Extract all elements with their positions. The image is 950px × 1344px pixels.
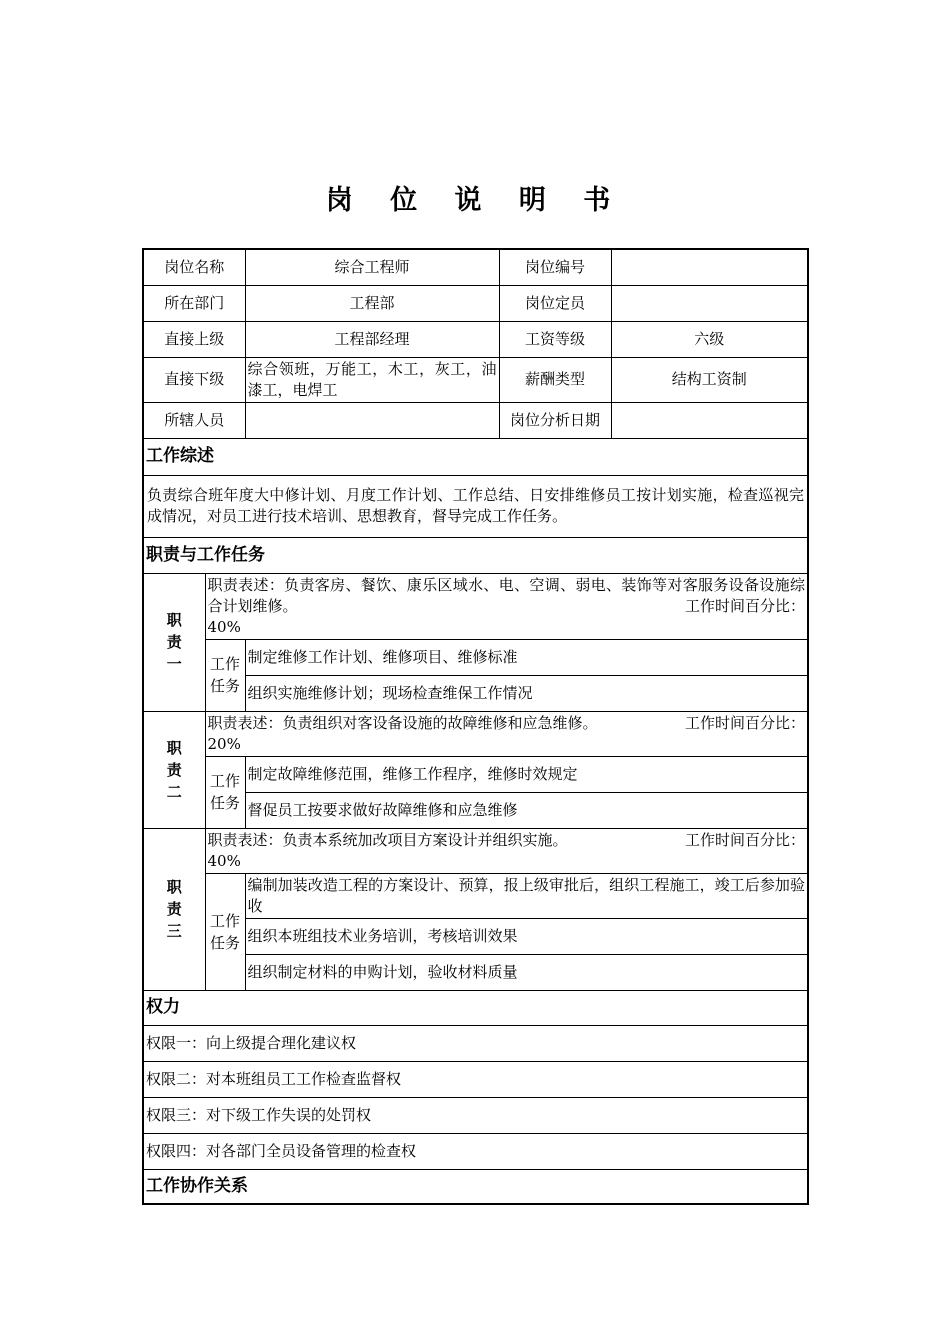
duty-3-task-label: 工作任务 bbox=[205, 873, 245, 990]
authority-row bbox=[143, 1097, 808, 1133]
duty-3-desc-row bbox=[143, 828, 808, 873]
duty-3-task-3: 组织制定材料的申购计划，验收材料质量 bbox=[245, 954, 808, 990]
label-position-name: 岗位名称 bbox=[143, 249, 245, 285]
duty-1-desc-row bbox=[143, 573, 808, 639]
duty-1-pct: 40% bbox=[207, 617, 241, 636]
label-analysis-date: 岗位分析日期 bbox=[499, 402, 611, 438]
authority-item-1: 权限一：向上级提合理化建议权 bbox=[143, 1025, 808, 1061]
section-authority bbox=[143, 990, 808, 1025]
duty-1-desc: 职责表述：负责客房、餐饮、康乐区域水、电、空调、弱电、装饰等对客服务设备设施综合计划维修。 工作时间百分比： 40% bbox=[205, 573, 808, 639]
label-supervisor: 直接上级 bbox=[143, 321, 245, 357]
label-headcount: 岗位定员 bbox=[499, 285, 611, 321]
row-supervisor bbox=[143, 321, 808, 357]
duty-1-label: 职 责 一 bbox=[143, 573, 205, 711]
value-analysis-date bbox=[611, 402, 808, 438]
authority-row bbox=[143, 1025, 808, 1061]
section-duties bbox=[143, 537, 808, 573]
document-title: 岗 位 说 明 书 bbox=[325, 185, 625, 216]
duty-2-pct-label: 工作时间百分比： bbox=[685, 713, 806, 732]
job-description-form bbox=[142, 248, 809, 1205]
duty-3-label: 职 责 三 bbox=[143, 828, 205, 990]
row-summary-text bbox=[143, 475, 808, 537]
duty-1-task-1: 制定维修工作计划、维修项目、维修标准 bbox=[245, 639, 808, 675]
duty-1-task-label: 工作任务 bbox=[205, 639, 245, 711]
duty-3-pct: 40% bbox=[207, 851, 241, 870]
label-subordinates: 直接下级 bbox=[143, 357, 245, 402]
value-pay-type: 结构工资制 bbox=[611, 357, 808, 402]
duty-3-task-row bbox=[143, 873, 808, 918]
value-department: 工程部 bbox=[245, 285, 499, 321]
duty-3-desc: 职责表述：负责本系统加改项目方案设计并组织实施。 工作时间百分比： 40% bbox=[205, 828, 808, 873]
label-position-code: 岗位编号 bbox=[499, 249, 611, 285]
row-staff bbox=[143, 402, 808, 438]
authority-row bbox=[143, 1061, 808, 1097]
section-cooperation bbox=[143, 1169, 808, 1204]
authority-item-3: 权限三：对下级工作失误的处罚权 bbox=[143, 1097, 808, 1133]
section-heading: 职责与工作任务 bbox=[143, 537, 808, 573]
value-headcount bbox=[611, 285, 808, 321]
duty-3-pct-label: 工作时间百分比： bbox=[685, 830, 806, 849]
value-supervisor: 工程部经理 bbox=[245, 321, 499, 357]
authority-item-4: 权限四：对各部门全员设备管理的检查权 bbox=[143, 1133, 808, 1169]
duty-2-desc: 职责表述：负责组织对客设备设施的故障维修和应急维修。 工作时间百分比： 20% bbox=[205, 711, 808, 756]
label-department: 所在部门 bbox=[143, 285, 245, 321]
label-pay-type: 薪酬类型 bbox=[499, 357, 611, 402]
section-heading: 工作综述 bbox=[143, 438, 808, 475]
value-salary-grade: 六级 bbox=[611, 321, 808, 357]
duty-2-desc-row bbox=[143, 711, 808, 756]
authority-item-2: 权限二：对本班组员工工作检查监督权 bbox=[143, 1061, 808, 1097]
section-summary bbox=[143, 438, 808, 475]
duty-3-task-2: 组织本班组技术业务培训，考核培训效果 bbox=[245, 918, 808, 954]
duty-2-pct: 20% bbox=[207, 734, 241, 753]
duty-1-task-2: 组织实施维修计划；现场检查维保工作情况 bbox=[245, 675, 808, 711]
duty-1-task-row bbox=[143, 639, 808, 675]
duty-2-label: 职 责 二 bbox=[143, 711, 205, 828]
section-heading: 权力 bbox=[143, 990, 808, 1025]
duty-2-task-label: 工作任务 bbox=[205, 756, 245, 828]
label-staff: 所辖人员 bbox=[143, 402, 245, 438]
value-staff bbox=[245, 402, 499, 438]
duty-3-task-1: 编制加装改造工程的方案设计、预算，报上级审批后，组织工程施工，竣工后参加验收 bbox=[245, 873, 808, 918]
value-position-code bbox=[611, 249, 808, 285]
row-department bbox=[143, 285, 808, 321]
duty-2-task-1: 制定故障维修范围，维修工作程序，维修时效规定 bbox=[245, 756, 808, 792]
authority-row bbox=[143, 1133, 808, 1169]
value-position-name: 综合工程师 bbox=[245, 249, 499, 285]
row-subordinates bbox=[143, 357, 808, 402]
duty-1-pct-label: 工作时间百分比： bbox=[685, 596, 806, 615]
summary-text: 负责综合班年度大中修计划、月度工作计划、工作总结、日安排维修员工按计划实施，检查巡视完成情况，对员工进行技术培训、思想教育，督导完成工作任务。 bbox=[143, 475, 808, 537]
duty-2-task-row bbox=[143, 756, 808, 792]
row-position-name bbox=[143, 249, 808, 285]
duty-2-task-2: 督促员工按要求做好故障维修和应急维修 bbox=[245, 792, 808, 828]
label-salary-grade: 工资等级 bbox=[499, 321, 611, 357]
value-subordinates: 综合领班，万能工，木工，灰工，油漆工，电焊工 bbox=[245, 357, 499, 402]
section-heading: 工作协作关系 bbox=[143, 1169, 808, 1204]
